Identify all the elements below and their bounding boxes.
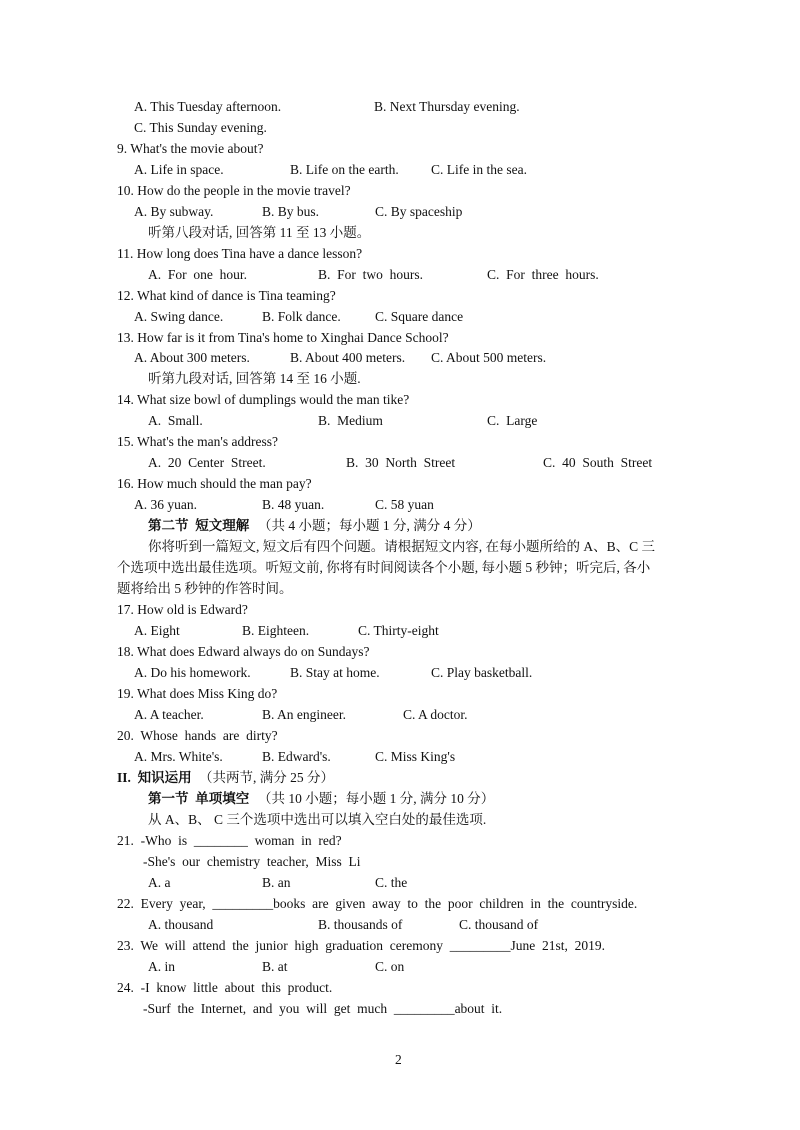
text-line-37: -She's our chemistry teacher, Miss Li bbox=[143, 854, 361, 869]
text-line-34-part-1: 第一节 单项填空 bbox=[148, 791, 250, 806]
text-line-33-part-2: （共两节, 满分 25 分） bbox=[199, 770, 334, 785]
text-line-40-part-2: B. thousands of bbox=[318, 917, 403, 932]
text-line-6-part-1: A. By subway. bbox=[134, 204, 214, 219]
text-line-39: 22. Every year, _________books are given away to the poor children in the countryside. bbox=[117, 896, 638, 911]
text-line-18-part-1: A. 20 Center Street. bbox=[148, 455, 266, 470]
text-line-24: 题将给出 5 秒钟的作答时间。 bbox=[117, 581, 293, 596]
text-line-11-part-2: B. Folk dance. bbox=[262, 309, 341, 324]
text-line-4-part-3: C. Life in the sea. bbox=[431, 162, 527, 177]
text-line-43: 24. -I know little about this product. bbox=[117, 980, 333, 995]
text-line-42-part-3: C. on bbox=[375, 959, 405, 974]
text-line-41: 23. We will attend the junior high graduation ceremony _________June 21st, 2019. bbox=[117, 938, 605, 953]
text-line-3: 9. What's the movie about? bbox=[117, 141, 264, 156]
text-line-7: 听第八段对话, 回答第 11 至 13 小题。 bbox=[148, 225, 371, 240]
text-line-27: 18. What does Edward always do on Sundays? bbox=[117, 644, 370, 659]
text-line-32-part-1: A. Mrs. White's. bbox=[134, 749, 223, 764]
text-line-22: 你将听到一篇短文, 短文后有四个问题。请根据短文内容, 在每小题所给的 A、B、C 三 bbox=[148, 539, 656, 554]
text-line-26-part-1: A. Eight bbox=[134, 623, 180, 638]
text-line-4-part-2: B. Life on the earth. bbox=[290, 162, 399, 177]
text-line-2: C. This Sunday evening. bbox=[134, 120, 267, 135]
text-line-9-part-1: A. For one hour. bbox=[148, 267, 247, 282]
text-line-13-part-3: C. About 500 meters. bbox=[431, 350, 547, 365]
text-line-28-part-1: A. Do his homework. bbox=[134, 665, 251, 680]
text-line-28-part-3: C. Play basketball. bbox=[431, 665, 533, 680]
text-line-38-part-2: B. an bbox=[262, 875, 291, 890]
text-line-9-part-2: B. For two hours. bbox=[318, 267, 424, 282]
text-line-28-part-2: B. Stay at home. bbox=[290, 665, 380, 680]
text-line-8: 11. How long does Tina have a dance lesson? bbox=[117, 246, 363, 261]
text-line-35: 从 A、B、 C 三个选项中选出可以填入空白处的最佳选项. bbox=[148, 812, 487, 827]
text-line-16-part-3: C. Large bbox=[487, 413, 538, 428]
text-line-40-part-3: C. thousand of bbox=[459, 917, 539, 932]
text-line-5: 10. How do the people in the movie travel? bbox=[117, 183, 351, 198]
text-line-16-part-2: B. Medium bbox=[318, 413, 383, 428]
text-line-9-part-3: C. For three hours. bbox=[487, 267, 599, 282]
text-line-6-part-2: B. By bus. bbox=[262, 204, 320, 219]
text-line-42-part-2: B. at bbox=[262, 959, 288, 974]
text-line-26-part-2: B. Eighteen. bbox=[242, 623, 310, 638]
text-line-31: 20. Whose hands are dirty? bbox=[117, 728, 278, 743]
text-line-1-part-1: A. This Tuesday afternoon. bbox=[134, 99, 282, 114]
text-line-14: 听第九段对话, 回答第 14 至 16 小题. bbox=[148, 371, 361, 386]
text-line-20-part-3: C. 58 yuan bbox=[375, 497, 434, 512]
text-line-17: 15. What's the man's address? bbox=[117, 434, 278, 449]
text-line-38-part-3: C. the bbox=[375, 875, 408, 890]
text-line-21-part-1: 第二节 短文理解 bbox=[148, 518, 250, 533]
text-line-23: 个选项中选出最佳选项。听短文前, 你将有时间阅读各个小题, 每小题 5 秒钟；听完后, 各小 bbox=[117, 560, 651, 575]
text-line-1-part-2: B. Next Thursday evening. bbox=[374, 99, 520, 114]
text-line-30-part-1: A. A teacher. bbox=[134, 707, 204, 722]
text-line-18-part-3: C. 40 South Street bbox=[543, 455, 653, 470]
text-line-13-part-1: A. About 300 meters. bbox=[134, 350, 250, 365]
text-line-21-part-2: （共 4 小题；每小题 1 分, 满分 4 分） bbox=[258, 518, 481, 533]
text-line-26-part-3: C. Thirty-eight bbox=[358, 623, 439, 638]
text-line-20-part-2: B. 48 yuan. bbox=[262, 497, 325, 512]
text-line-29: 19. What does Miss King do? bbox=[117, 686, 278, 701]
text-line-30-part-2: B. An engineer. bbox=[262, 707, 346, 722]
text-line-11-part-3: C. Square dance bbox=[375, 309, 464, 324]
text-line-44: -Surf the Internet, and you will get much _________about it. bbox=[143, 1001, 503, 1016]
text-line-16-part-1: A. Small. bbox=[148, 413, 203, 428]
text-line-32-part-3: C. Miss King's bbox=[375, 749, 456, 764]
text-line-18-part-2: B. 30 North Street bbox=[346, 455, 456, 470]
text-line-34-part-2: （共 10 小题；每小题 1 分, 满分 10 分） bbox=[258, 791, 495, 806]
text-line-20-part-1: A. 36 yuan. bbox=[134, 497, 197, 512]
text-line-10: 12. What kind of dance is Tina teaming? bbox=[117, 288, 336, 303]
text-line-38-part-1: A. a bbox=[148, 875, 171, 890]
text-line-12: 13. How far is it from Tina's home to Xinghai Dance School? bbox=[117, 330, 449, 345]
text-line-25: 17. How old is Edward? bbox=[117, 602, 248, 617]
text-line-36: 21. -Who is ________ woman in red? bbox=[117, 833, 342, 848]
page-number: 2 bbox=[395, 1052, 402, 1067]
text-line-32-part-2: B. Edward's. bbox=[262, 749, 331, 764]
text-line-11-part-1: A. Swing dance. bbox=[134, 309, 224, 324]
text-line-6-part-3: C. By spaceship bbox=[375, 204, 463, 219]
text-line-15: 14. What size bowl of dumplings would the man tike? bbox=[117, 392, 410, 407]
text-line-40-part-1: A. thousand bbox=[148, 917, 214, 932]
text-line-33-part-1: II. 知识运用 bbox=[117, 770, 192, 785]
text-line-30-part-3: C. A doctor. bbox=[403, 707, 468, 722]
text-line-4-part-1: A. Life in space. bbox=[134, 162, 224, 177]
text-line-42-part-1: A. in bbox=[148, 959, 175, 974]
text-line-19: 16. How much should the man pay? bbox=[117, 476, 312, 491]
text-line-13-part-2: B. About 400 meters. bbox=[290, 350, 406, 365]
